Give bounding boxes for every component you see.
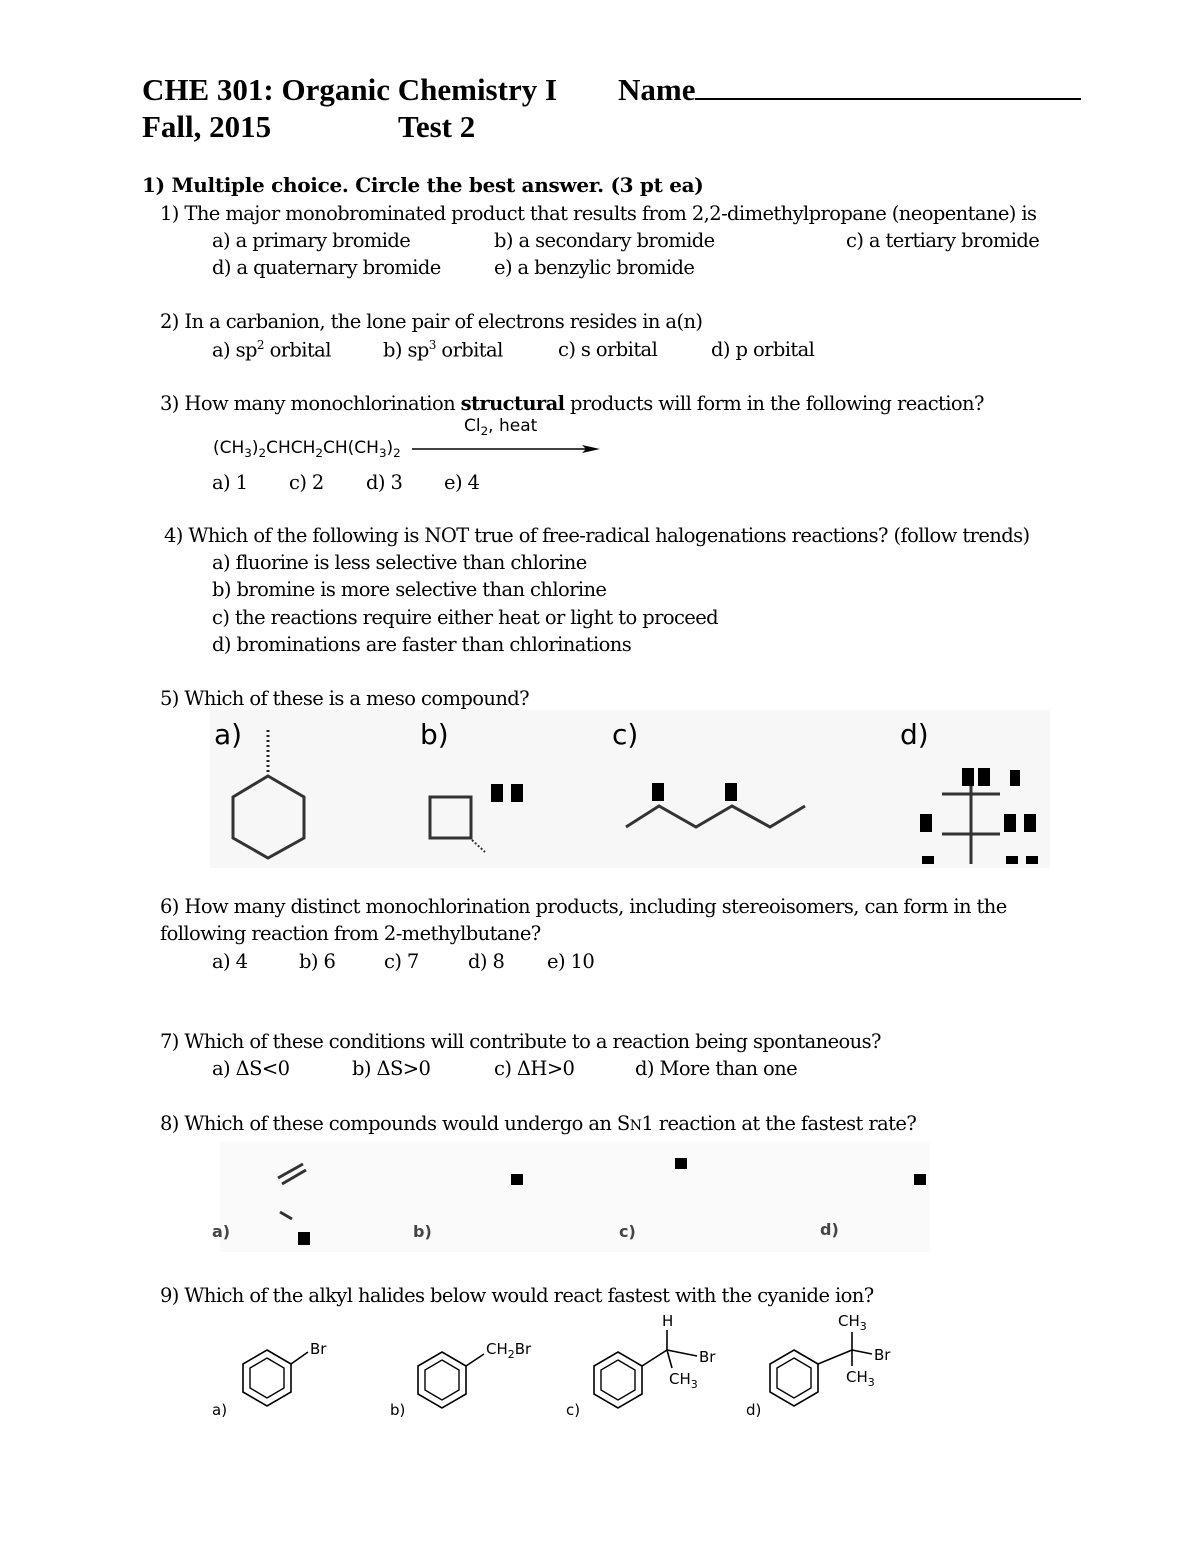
- q3-option-d[interactable]: d) 3: [366, 471, 403, 494]
- q9-c-ch: CH: [669, 1370, 691, 1388]
- q3-f6: CH(CH: [322, 438, 379, 458]
- q9-stem: 9) Which of the alkyl halides below would react fastest with the cyanide ion?: [160, 1284, 874, 1307]
- q3-f4: CHCH: [266, 438, 316, 458]
- q9-b-br: Br: [514, 1340, 532, 1358]
- q3-reagent: [464, 416, 537, 438]
- q1-option-e[interactable]: e) a benzylic bromide: [494, 256, 695, 279]
- section-title: 1) Multiple choice. Circle the best answer. (3 pt ea): [142, 173, 704, 197]
- q6-stem-line2: following reaction from 2-methylbutane?: [160, 922, 541, 945]
- q9-b-num: 2: [507, 1348, 515, 1361]
- q6-stem-line1: 6) How many distinct monochlorination products, including stereoisomers, can form in the: [160, 895, 1007, 918]
- test-number: Test 2: [398, 109, 476, 144]
- q9-b-ch: CH: [486, 1340, 508, 1358]
- q2-option-b[interactable]: [383, 338, 503, 362]
- q9-c-br: Br: [699, 1348, 716, 1366]
- q9-b-sub: [486, 1340, 532, 1361]
- q6-option-d[interactable]: d) 8: [468, 950, 505, 973]
- q2-a-text: a) sp: [212, 338, 257, 362]
- q1-option-d[interactable]: d) a quaternary bromide: [212, 256, 441, 279]
- q3-option-a[interactable]: a) 1: [212, 471, 248, 494]
- q8-structure-c: [675, 1158, 687, 1169]
- q9-a-br: Br: [310, 1340, 327, 1358]
- q9-d-bottom-num: 3: [867, 1376, 875, 1389]
- q3-reaction-arrow: [410, 440, 602, 458]
- q9-label-a[interactable]: a): [212, 1401, 228, 1419]
- q8-structure-d: [914, 1174, 926, 1185]
- q4-option-b[interactable]: b) bromine is more selective than chlorine: [212, 578, 607, 601]
- q9-c-ch3: [669, 1370, 698, 1391]
- q3-reagent-cl: Cl: [464, 416, 481, 436]
- q8-stem: [160, 1112, 916, 1135]
- q5-structures: [200, 710, 1060, 870]
- q6-option-a[interactable]: a) 4: [212, 950, 248, 973]
- name-blank[interactable]: [695, 74, 1081, 100]
- q7-option-a[interactable]: a) ΔS<0: [212, 1057, 290, 1080]
- q2-option-a[interactable]: [212, 338, 331, 362]
- q3-formula: [213, 438, 401, 460]
- q9-d-ch3-bottom: [846, 1368, 875, 1389]
- name-line: [618, 72, 1081, 108]
- q8-label-b[interactable]: b): [413, 1222, 432, 1241]
- q3-option-c[interactable]: c) 2: [289, 471, 324, 494]
- q9-label-b[interactable]: b): [390, 1401, 406, 1419]
- q8-structures: [200, 1142, 940, 1254]
- q1-stem: 1) The major monobrominated product that results from 2,2-dimethylpropane (neopentane) is: [160, 202, 1037, 225]
- q3-stem-post: products will form in the following reaction?: [564, 392, 984, 415]
- q3-reagent-post: , heat: [488, 416, 538, 436]
- q2-stem: 2) In a carbanion, the lone pair of electrons resides in a(n): [160, 310, 703, 333]
- q3-f5: 2: [315, 446, 323, 460]
- q2-b-post: orbital: [435, 338, 503, 362]
- q6-option-b[interactable]: b) 6: [299, 950, 336, 973]
- q9-c-num: 3: [690, 1378, 698, 1391]
- q9-d-top-num: 3: [859, 1320, 867, 1333]
- q8-stem-sub: N: [629, 1118, 642, 1134]
- q7-option-c[interactable]: c) ΔH>0: [494, 1057, 575, 1080]
- q9-d-br: Br: [874, 1346, 891, 1364]
- q9-label-c[interactable]: c): [566, 1401, 581, 1419]
- q5-stem: 5) Which of these is a meso compound?: [160, 687, 530, 710]
- q4-option-d[interactable]: d) brominations are faster than chlorinations: [212, 633, 632, 656]
- q1-option-b[interactable]: b) a secondary bromide: [494, 229, 715, 252]
- q3-f2: ): [251, 438, 259, 458]
- q3-stem-bold: structural: [460, 392, 565, 415]
- q9-c-h: H: [662, 1312, 674, 1330]
- q8-label-d[interactable]: d): [820, 1220, 839, 1239]
- q3-f3: 2: [258, 446, 267, 460]
- q8-stem-post: 1 reaction at the fastest rate?: [641, 1112, 917, 1135]
- q9-d-top-ch: CH: [838, 1312, 860, 1330]
- term: Fall, 2015: [142, 109, 272, 144]
- q4-stem: 4) Which of the following is NOT true of free-radical halogenations reactions? (follow trends): [164, 524, 1030, 547]
- name-label: Name: [618, 72, 696, 107]
- q8-label-a[interactable]: a): [212, 1222, 231, 1241]
- q2-a-sup: 2: [256, 338, 264, 352]
- q8-structure-b: [511, 1174, 523, 1185]
- q5-label-b[interactable]: b): [420, 718, 449, 751]
- q9-label-d[interactable]: d): [746, 1401, 762, 1419]
- q1-option-a[interactable]: a) a primary bromide: [212, 229, 411, 252]
- q3-stem: [160, 392, 984, 415]
- q2-option-d[interactable]: d) p orbital: [711, 338, 815, 361]
- q7-option-d[interactable]: d) More than one: [635, 1057, 798, 1080]
- q1-option-c[interactable]: c) a tertiary bromide: [846, 229, 1040, 252]
- q3-f1: 3: [244, 446, 252, 460]
- q3-f0: (CH: [213, 438, 245, 458]
- q9-structure-b: [418, 1352, 484, 1408]
- course-title: CHE 301: Organic Chemistry I: [142, 72, 558, 107]
- q3-reagent-sub: 2: [480, 424, 489, 438]
- q5-label-c[interactable]: c): [612, 718, 639, 751]
- q2-b-sup: 3: [428, 338, 436, 352]
- q5-label-d[interactable]: d): [900, 718, 929, 751]
- q9-structure-c: [594, 1330, 697, 1408]
- q7-option-b[interactable]: b) ΔS>0: [352, 1057, 431, 1080]
- q9-d-ch3-top: [838, 1312, 867, 1333]
- q2-a-post: orbital: [263, 338, 331, 362]
- q9-structure-a: [243, 1350, 308, 1406]
- q5-label-a[interactable]: a): [214, 718, 243, 751]
- q4-option-a[interactable]: a) fluorine is less selective than chlorine: [212, 551, 587, 574]
- q2-option-c[interactable]: c) s orbital: [558, 338, 658, 361]
- q3-f9: 2: [393, 446, 401, 460]
- q3-stem-pre: 3) How many monochlorination: [160, 392, 461, 415]
- q6-option-e[interactable]: e) 10: [547, 950, 595, 973]
- q3-option-e[interactable]: e) 4: [444, 471, 480, 494]
- q9-d-bottom-ch: CH: [846, 1368, 868, 1386]
- q4-option-c[interactable]: c) the reactions require either heat or light to proceed: [212, 606, 719, 629]
- q3-f7: 3: [378, 446, 387, 460]
- q8-stem-pre: 8) Which of these compounds would undergo an S: [160, 1112, 630, 1135]
- q7-stem: 7) Which of these conditions will contribute to a reaction being spontaneous?: [160, 1030, 881, 1053]
- q2-b-text: b) sp: [383, 338, 429, 362]
- q8-label-c[interactable]: c): [619, 1222, 636, 1241]
- q6-option-c[interactable]: c) 7: [384, 950, 419, 973]
- q9-structures: [200, 1308, 920, 1428]
- q3-f8: ): [386, 438, 394, 458]
